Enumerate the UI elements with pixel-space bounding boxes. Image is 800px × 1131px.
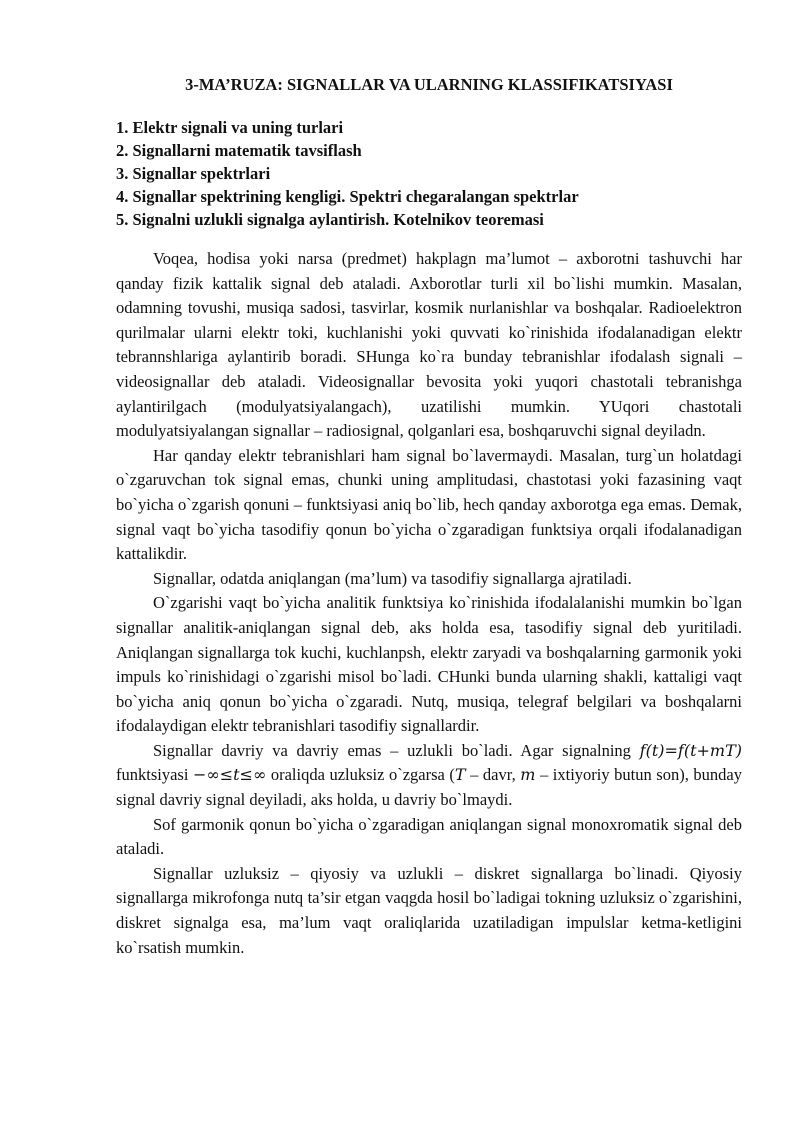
paragraph-signal-definition: Voqea, hodisa yoki narsa (predmet) hakplagn ma’lumot – axborotni tashuvchi har qanday fizik kattalik signal deb ataladi. Axborotlar turli xil bo`lishi mumkin. Masalan, odamning tovushi, musiqa sadosi, tasvirlar, kosmik nurlanishlar va boshqalar. Radioelektron qurilmalar ularni elektr toki, kuchlanishi yoki quvvati ko`rinishida ifodalanadigan elektr tebrannshlariga aylantirib boradi. SHunga ko`ra bunday tebranishlar ifodalash signali – videosignallar deb ataladi. Videosignallar bevosita yoki yuqori chastotali tebranishga aylantirilgach (modulyatsiyalangach), uzatilishi mumkin. YUqori chastotali modulyatsiyalangan signallar – radiosignal, qolganlari esa, boshqaruvchi signal deyiladn. bbox=[116, 249, 742, 441]
table-of-contents bbox=[116, 116, 742, 231]
paragraph-monochromatic: Sof garmonik qonun bo`yicha o`zgaradigan aniqlangan signal monoxromatik signal deb ataladi. bbox=[116, 814, 742, 859]
toc-item: 2. Signallarni matematik tavsiflash bbox=[116, 141, 362, 160]
toc-item: 4. Signallar spektrining kengligi. Spektri chegaralangan spektrlar bbox=[116, 187, 579, 206]
periodic-text-4: – davr, bbox=[465, 765, 521, 785]
time-interval: −∞≤t≤∞ bbox=[192, 765, 267, 785]
periodic-text-1: Signallar davriy va davriy emas – uzlukli bo`ladi. Agar signalning bbox=[153, 740, 640, 760]
periodic-text-5: – ixtiyoriy butun son), bunday signal davriy signal deyiladi, aks holda, u davriy bo`lmaydi. bbox=[116, 765, 742, 810]
periodic-formula: f(t)=f(t+mT) bbox=[639, 740, 742, 760]
periodic-text-3: oraliqda uzluksiz o`zgarsa ( bbox=[266, 765, 455, 785]
document-page bbox=[116, 74, 742, 960]
paragraph-continuous-discrete: Signallar uzluksiz – qiyosiy va uzlukli – diskret signallarga bo`linadi. Qiyosiy signallarga mikrofonga nutq ta’sir etgan vaqgda hosil bo`ladigai tokning uzluksiz o`zgarishini, diskret signalga esa, ma’lum vaqt oraliqlarida uzatiladigan impulslar ketma-ketligini ko`rsatish mumkin. bbox=[116, 863, 742, 957]
toc-item: 3. Signallar spektrlari bbox=[116, 164, 271, 183]
paragraph-oscillations: Har qanday elektr tebranishlari ham signal bo`lavermaydi. Masalan, turg`un holatdagi o`zgaruvchan tok signal emas, chunki uning amplitudasi, chastotasi yoki fazasining vaqt bo`yicha o`zgarish qonuni – funktsiyasi aniq bo`lib, hech qanday axborotga ega emas. Demak, signal vaqt bo`yicha tasodifiy qonun bo`yicha o`zgaradigan funktsiya orqali ifodalanadigan kattalikdir. bbox=[116, 445, 742, 564]
toc-item: 5. Signalni uzlukli signalga aylantirish. Kotelnikov teoremasi bbox=[116, 210, 544, 229]
period-variable: T bbox=[454, 765, 466, 785]
paragraph-signal-types: Signallar, odatda aniqlangan (ma’lum) va tasodifiy signallarga ajratiladi. bbox=[153, 568, 632, 588]
lecture-title: 3-MA’RUZA: SIGNALLAR VA ULARNING KLASSIFIKATSIYASI bbox=[185, 75, 673, 94]
paragraph-deterministic-random: O`zgarishi vaqt bo`yicha analitik funktsiya ko`rinishida ifodalalanishi mumkin bo`lgan signallar analitik-aniqlangan signal deb, aks holda esa, tasodifiy signal deb yuritiladi. Aniqlangan signallarga tok kuchi, kuchlanpsh, elektr zaryadi va boshqalarning garmonik yoki impuls ko`rinishidagi o`zgarishi misol bo`ladi. CHunki bunda ularning shakli, kattaligi vaqt bo`yicha aniq qonun bo`yicha o`zgaradi. Nutq, musiqa, telegraf belgilari va boshqalarni ifodalaydigan elektr tebranishlari tasodifiy signallardir. bbox=[116, 593, 742, 736]
paragraph-periodic-signals bbox=[116, 739, 742, 813]
periodic-text-2: funktsiyasi bbox=[116, 765, 193, 785]
toc-item: 1. Elektr signali va uning turlari bbox=[116, 118, 344, 137]
integer-variable: m bbox=[520, 765, 536, 785]
